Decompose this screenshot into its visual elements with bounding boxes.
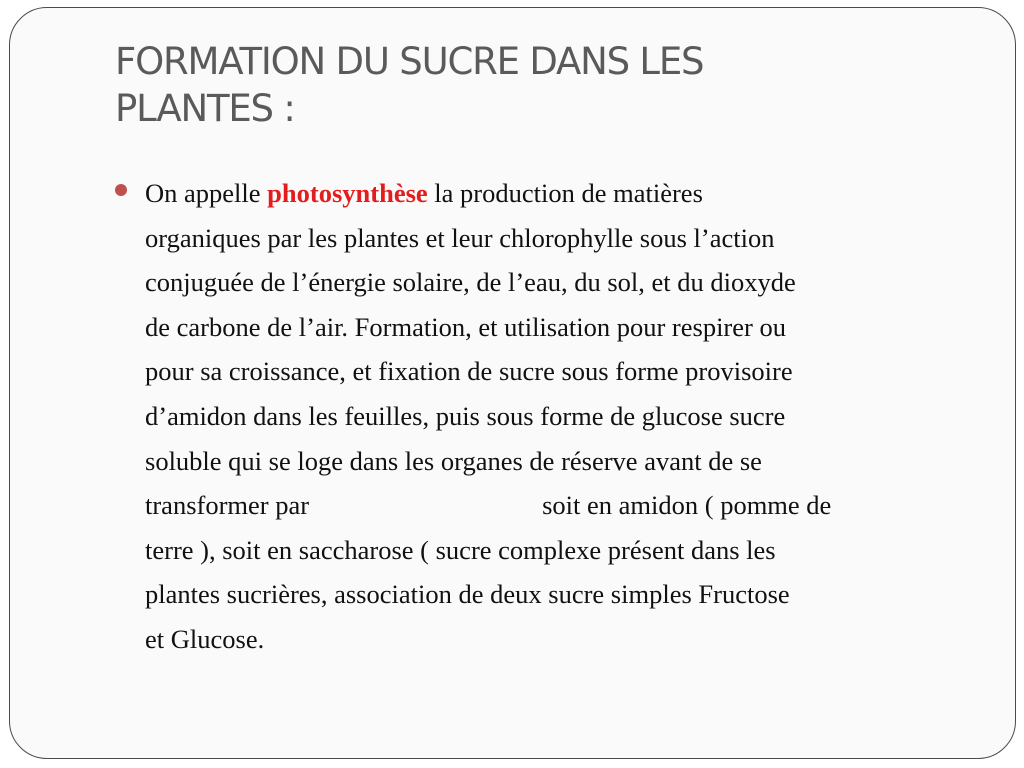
slide-title-line: PLANTES : <box>115 87 295 130</box>
paragraph-line: conjuguée de l’énergie solaire, de l’eau, du sol, et du dioxyde <box>145 267 796 298</box>
bullet-dot-icon <box>115 184 127 196</box>
keyword-photosynthese: photosynthèse <box>267 178 428 208</box>
paragraph-intro: On appelle <box>145 178 268 208</box>
slide-title <box>115 38 975 132</box>
gap-line-after: soit en amidon ( pomme de <box>542 490 832 521</box>
slide-body <box>113 171 973 662</box>
paragraph-line: soluble qui se loge dans les organes de réserve avant de se <box>145 445 762 476</box>
slide-title-line: FORMATION DU SUCRE DANS LES <box>115 40 704 83</box>
paragraph-line <box>145 483 973 528</box>
gap-line-before: transformer par <box>145 490 310 521</box>
bullet-item <box>113 171 973 662</box>
paragraph-line <box>145 171 973 216</box>
paragraph-line: plantes sucrières, association de deux sucre simples Fructose <box>145 579 790 610</box>
paragraph-line: organiques par les plantes et leur chlorophylle sous l’action <box>145 222 775 253</box>
paragraph-line: de carbone de l’air. Formation, et utilisation pour respirer ou <box>145 311 786 342</box>
paragraph-line: terre ), soit en saccharose ( sucre complexe présent dans les <box>145 534 776 565</box>
slide-frame <box>9 7 1016 759</box>
paragraph-line: pour sa croissance, et fixation de sucre sous forme provisoire <box>145 356 793 387</box>
bullet-paragraph <box>145 171 973 662</box>
paragraph-after-keyword: la production de matières <box>427 178 703 208</box>
paragraph-line: et Glucose. <box>145 623 265 654</box>
paragraph-line: d’amidon dans les feuilles, puis sous forme de glucose sucre <box>145 400 786 431</box>
